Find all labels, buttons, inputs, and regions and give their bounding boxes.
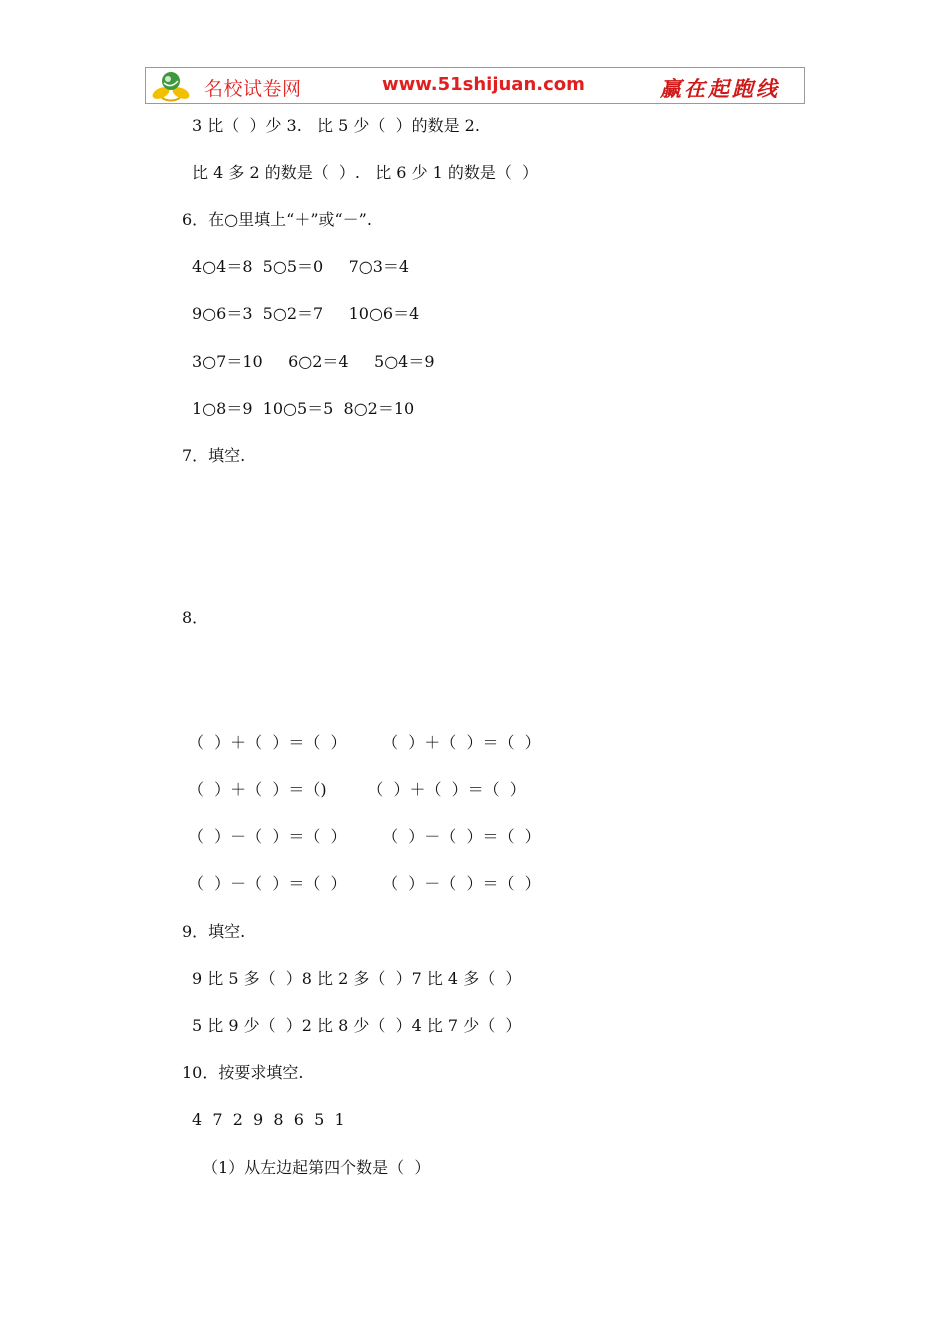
blank-equation-row: （ ）－（ ）＝（ ） （ ）－（ ）＝（ ） [188, 874, 541, 893]
site-name: 名校试卷网 [204, 78, 302, 100]
blank-equation-row: （ ）＋（ ）＝（) （ ）＋（ ）＝（ ） [188, 780, 526, 799]
text-line: 比 4 多 2 的数是（ ）. 比 6 少 1 的数是（ ） [192, 163, 539, 182]
text-line: 5 比 9 少（ ）2 比 8 少（ ）4 比 7 少（ ） [192, 1016, 522, 1035]
text-line: 3 比（ ）少 3. 比 5 少（ ）的数是 2. [192, 116, 480, 135]
text-line: （1）从左边起第四个数是（ ） [202, 1158, 431, 1177]
question-7-title: 7．填空. [182, 446, 246, 465]
equation-row: 3○7＝10 6○2＝4 5○4＝9 [192, 352, 435, 371]
site-url-link[interactable]: www.51shijuan.com [382, 74, 585, 95]
slogan: 赢在起跑线 [660, 76, 780, 101]
logo-icon [152, 69, 190, 103]
blank-equation-row: （ ）－（ ）＝（ ） （ ）－（ ）＝（ ） [188, 827, 541, 846]
equation-row: 4○4＝8 5○5＝0 7○3＝4 [192, 257, 410, 276]
question-10-title: 10．按要求填空. [182, 1063, 304, 1082]
equation-row: 9○6＝3 5○2＝7 10○6＝4 [192, 304, 420, 323]
question-8-title: 8． [182, 608, 209, 627]
header-banner [145, 67, 805, 104]
text-line: 9 比 5 多（ ）8 比 2 多（ ）7 比 4 多（ ） [192, 969, 522, 988]
question-9-title: 9．填空. [182, 922, 246, 941]
blank-equation-row: （ ）＋（ ）＝（ ） （ ）＋（ ）＝（ ） [188, 733, 541, 752]
equation-row: 1○8＝9 10○5＝5 8○2＝10 [192, 399, 415, 418]
question-6-title: 6．在○里填上“＋”或“－”. [182, 210, 372, 229]
number-sequence: 4 7 2 9 8 6 5 1 [192, 1110, 345, 1129]
